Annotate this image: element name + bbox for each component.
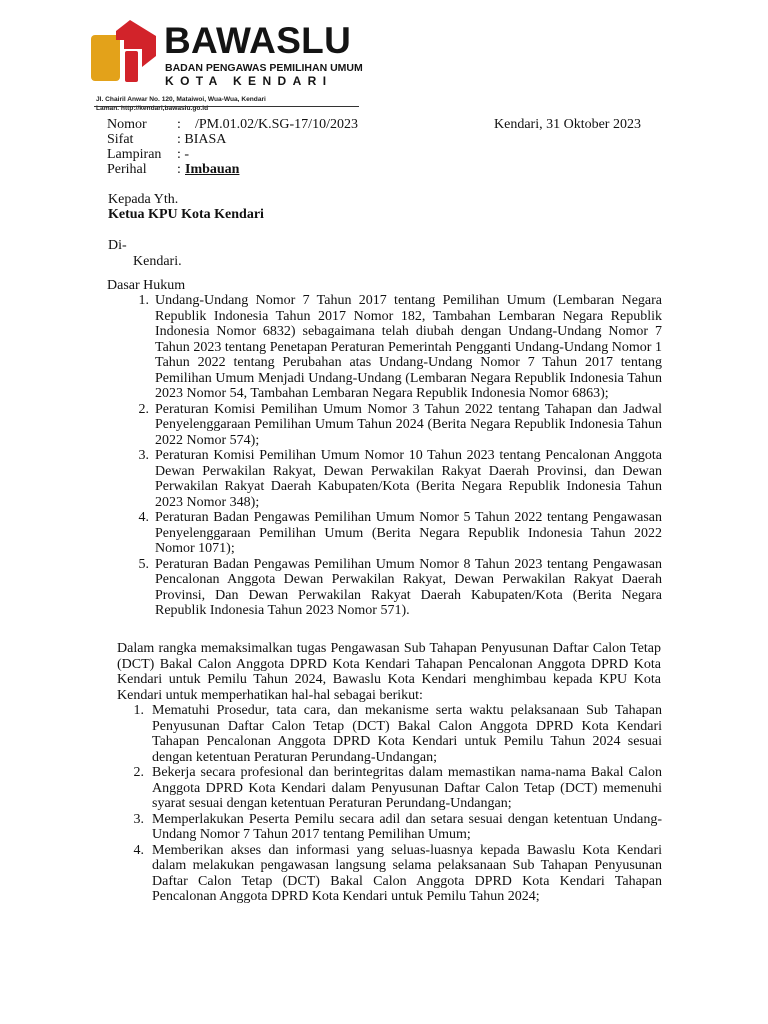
address-line: Jl. Chairil Anwar No. 120, Mataiwoi, Wua-Wua, Kendari — [96, 96, 266, 103]
meta-number — [107, 117, 358, 132]
list-item-number: 3. — [138, 448, 149, 463]
addressee — [108, 192, 264, 222]
meta-nature — [107, 132, 358, 147]
org-address — [96, 95, 266, 113]
list-item — [128, 557, 662, 619]
org-subtitle: BADAN PENGAWAS PEMILIHAN UMUM — [165, 62, 363, 74]
list-item-number: 2. — [138, 401, 149, 417]
org-name: BAWASLU — [164, 20, 352, 61]
meta-subject-value: Imbauan — [185, 162, 240, 177]
header-divider — [94, 106, 359, 107]
list-item-text: Peraturan Badan Pengawas Pemilihan Umum Nomor 8 Tahun 2023 tentang Pengawasan Pencalonan Anggota Dewan Perwakilan Rakyat, Dewan Perwakilan Rakyat Daerah Provinsi, Dan Dewan Perwakilan Rakyat Daerah Kabupaten/Kota (Berita Negara Republik Indonesia Tahun 2023 Nomor 571). — [155, 556, 662, 618]
list-item — [124, 812, 662, 843]
list-item-number: 2. — [133, 765, 144, 780]
list-item-text: Peraturan Komisi Pemilihan Umum Nomor 10 Tahun 2023 tentang Pencalonan Anggota Dewan Perwakilan Rakyat, Dewan Perwakilan Rakyat Daerah Provinsi, dan Dewan Perwakilan Rakyat Daerah Kabupaten/Kota (Berita Negara Republik Indonesia Tahun 2023 Nomor 348); — [155, 448, 662, 510]
addressee-di: Di- — [108, 238, 127, 253]
legal-basis-list — [128, 293, 662, 619]
list-item-text: Peraturan Komisi Pemilihan Umum Nomor 3 Tahun 2022 tentang Tahapan dan Jadwal Penyelenggaraan Pemilihan Umum Tahun 2024 (Berita Negara Republik Indonesia Tahun 2022 Nomor 574); — [155, 401, 662, 448]
addressee-place: Kendari. — [133, 254, 182, 269]
list-item-text: Peraturan Badan Pengawas Pemilihan Umum Nomor 5 Tahun 2022 tentang Pengawasan Penyelenggaraan Pemilihan Umum (Berita Negara Republik Indonesia Tahun 2022 Nomor 1071); — [155, 510, 662, 556]
meta-attachment — [107, 147, 358, 162]
letter-meta — [107, 117, 358, 177]
list-item-text: Mematuhi Prosedur, tata cara, dan mekanisme serta waktu pelaksanaan Sub Tahapan Penyusunan Daftar Calon Tetap (DCT) Bakal Calon Anggota DPRD Kota Kendari Tahapan Pencalonan Anggota DPRD Kota Kendari untuk Pemilu Tahun 2024 sesuai dengan ketentuan Peraturan Perundang-Undangan; — [152, 703, 662, 765]
meta-subject-colon: : — [177, 162, 181, 177]
meta-attachment-label: Lampiran — [107, 147, 162, 162]
list-item-number: 4. — [138, 510, 149, 525]
meta-nature-label: Sifat — [107, 132, 134, 147]
list-item-number: 3. — [133, 811, 144, 827]
list-item-text: Undang-Undang Nomor 7 Tahun 2017 tentang Pemilihan Umum (Lembaran Negara Republik Indonesia Tahun 2017 Nomor 182, Tambahan Lembaran Negara Republik Indonesia Nomor 6832) sebagaimana telah diubah dengan Undang-Undang Nomor 7 Tahun 2023 tentang Penetapan Peraturan Pemerintah Pengganti Undang-Undang Nomor 1 Tahun 2022 tentang Perubahan atas Undang-Undang Nomor 7 Tahun 2017 tentang Pemilihan Umum Menjadi Undang-Undang (Lembaran Negara Republik Indonesia Tahun 2023 Nomor 54, Tambahan Lembaran Negara Republik Indonesia Nomor 6863); — [155, 293, 662, 401]
addressee-greeting: Kepada Yth. — [108, 192, 179, 207]
list-item-text: Bekerja secara profesional dan berintegritas dalam memastikan nama-nama Bakal Calon Anggota DPRD Kota Kendari dalam Penyusunan Daftar Calon Tetap (DCT) memenuhi syarat sesuai dengan ketentuan Peraturan Perundang-Undangan; — [152, 765, 662, 811]
list-item-number: 1. — [133, 703, 144, 718]
list-item — [128, 293, 662, 402]
list-item — [128, 448, 662, 510]
list-item — [124, 765, 662, 812]
list-item-number: 4. — [133, 842, 144, 858]
addressee-recipient: Ketua KPU Kota Kendari — [108, 207, 264, 222]
meta-attachment-value: : - — [177, 147, 190, 162]
meta-number-label: Nomor — [107, 117, 147, 132]
list-item — [124, 843, 662, 905]
legal-basis-title: Dasar Hukum — [107, 278, 186, 293]
list-item-text: Memperlakukan Peserta Pemilu secara adil dan setara sesuai dengan ketentuan Undang-Undang Nomor 7 Tahun 2017 tentang Pemilihan Umum; — [152, 811, 662, 842]
list-item-number: 1. — [138, 293, 149, 308]
list-item — [128, 402, 662, 449]
meta-nature-value: : BIASA — [177, 132, 227, 147]
meta-subject-label: Perihal — [107, 162, 147, 177]
website-line: Laman. http://kendari,bawaslu.go.id — [96, 105, 209, 112]
list-item-number: 5. — [138, 556, 149, 572]
list-item-text: Memberikan akses dan informasi yang seluas-luasnya kepada Bawaslu Kota Kendari dalam melakukan pengawasan langsung selama pelaksanaan Sub Tahapan Penyusunan Daftar Calon Tetap (DCT) Bakal Calon Anggota DPRD Kota Kendari Tahapan Pencalonan Anggota DPRD Kota Kendari untuk Pemilu Tahun 2024; — [152, 842, 662, 904]
letterhead — [90, 16, 363, 112]
list-item — [124, 703, 662, 765]
org-city: KOTA KENDARI — [165, 74, 333, 88]
bawaslu-logo-icon — [90, 18, 160, 86]
list-item — [128, 510, 662, 557]
letter-date: Kendari, 31 Oktober 2023 — [494, 117, 641, 132]
meta-subject — [107, 162, 358, 177]
meta-number-value: /PM.01.02/K.SG-17/10/2023 — [195, 117, 358, 132]
appeal-points-list — [124, 703, 662, 905]
meta-number-colon: : — [177, 117, 181, 132]
intro-paragraph: Dalam rangka memaksimalkan tugas Pengawasan Sub Tahapan Penyusunan Daftar Calon Tetap (DCT) Bakal Calon Anggota DPRD Kota Kendari Tahapan Pencalonan Anggota DPRD Kota Kendari untuk Pemilu Tahun 2024, Bawaslu Kota Kendari menghimbau kepada KPU Kota Kendari untuk memperhatikan hal-hal sebagai berikut: — [117, 641, 661, 703]
